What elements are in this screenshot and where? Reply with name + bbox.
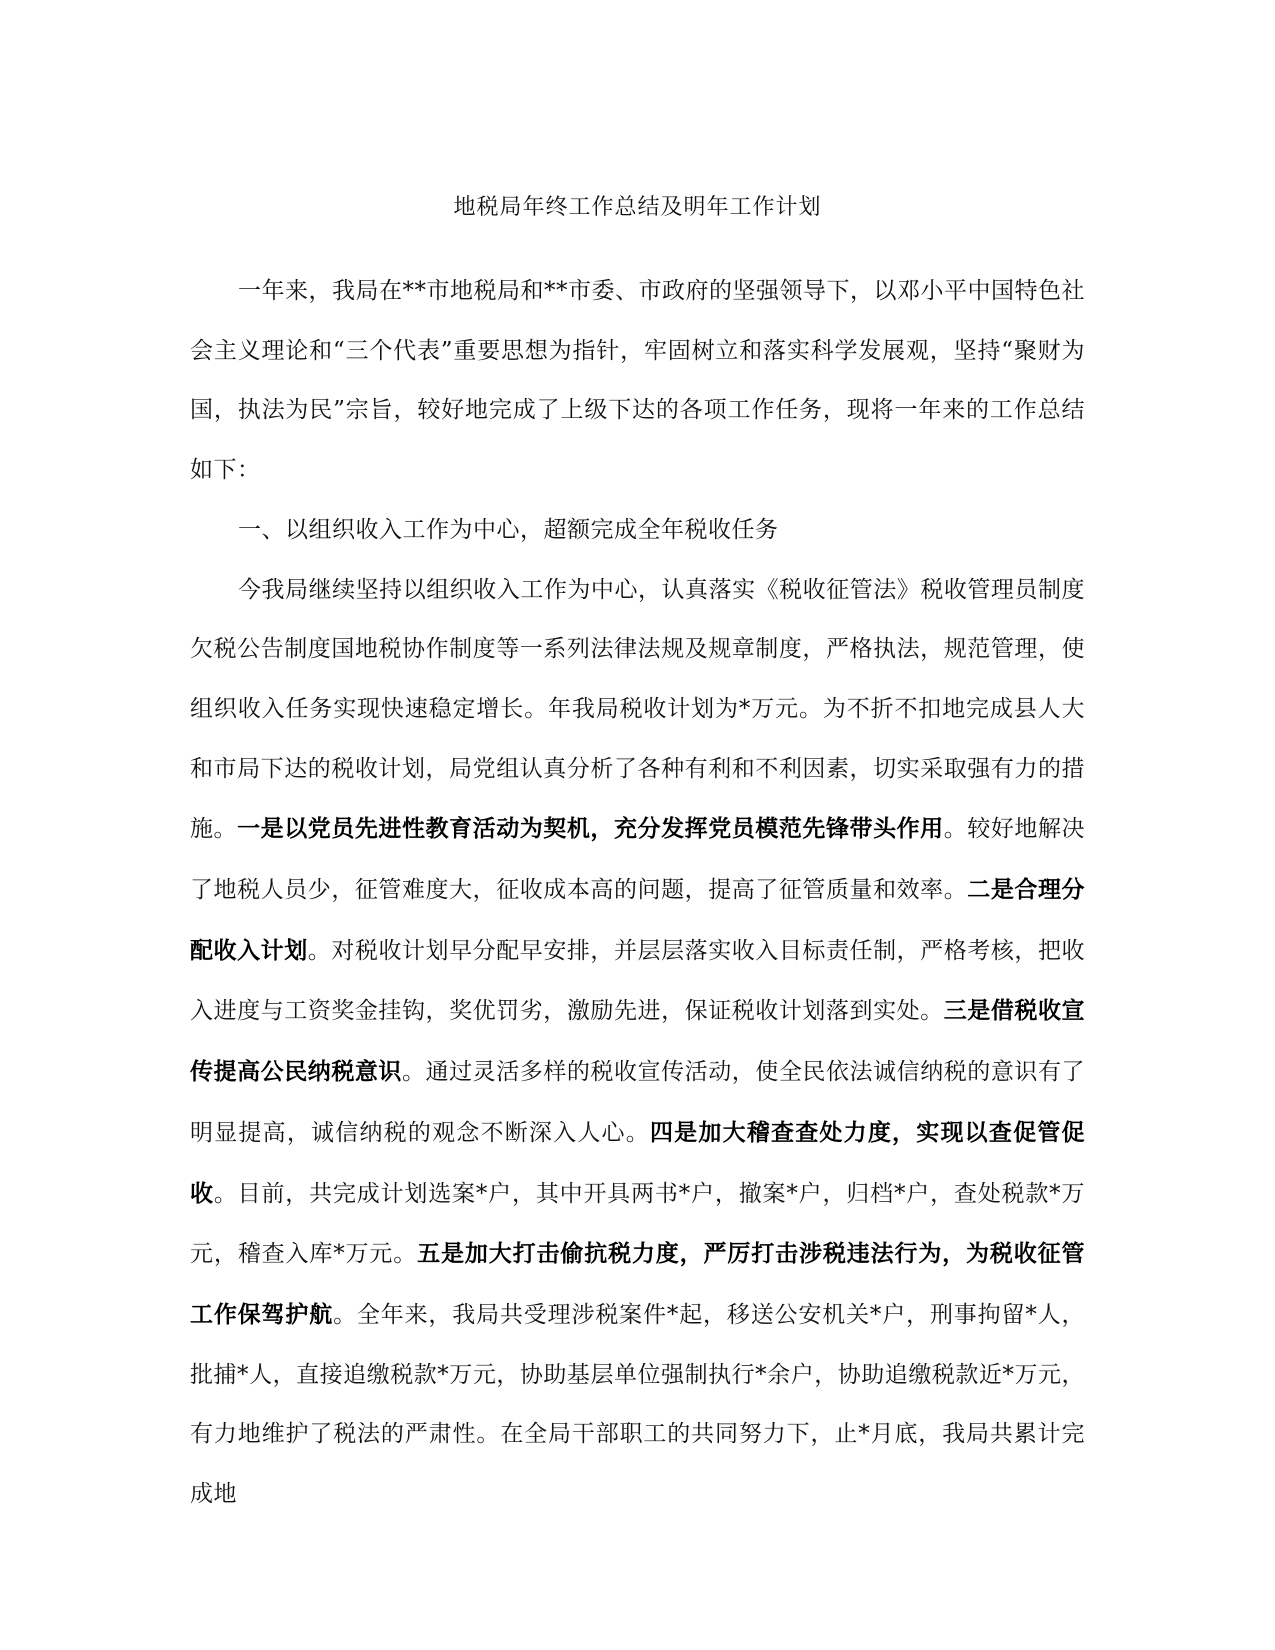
intro-paragraph: 一年来，我局在**市地税局和**市委、市政府的坚强领导下，以邓小平中国特色社会主义理论和“三个代表”重要思想为指针，牢固树立和落实科学发展观，坚持“聚财为国，执法为民”宗旨，较好地完成了上级下达的各项工作任务，现将一年来的工作总结如下： <box>190 278 1085 484</box>
bold-point-4: 四是加大稽查查处力度，实现以查促管促收 <box>190 1118 1086 1207</box>
paragraph-text: 。通过灵活多样的税收宣传活动，使全民依法诚信纳税的意识有了明显提高，诚信纳税的观念不断深入人心。 <box>190 1059 1086 1146</box>
document-title: 地税局年终工作总结及明年工作计划 <box>453 195 822 220</box>
bold-point-1: 一是以党员先进性教育活动为契机，充分发挥党员模范先锋带头作用 <box>237 815 944 843</box>
paragraph-text: 。对税收计划早分配早安排，并层层落实收入目标责任制，严格考核，把收入进度与工资奖金挂钩，奖优罚劣，激励先进，保证税收计划落到实处。 <box>190 937 1086 1025</box>
paragraph-text: 。目前，共完成计划选案*户，其中开具两书*户，撤案*户，归档*户，查处税款*万元，稽查入库*万元。 <box>190 1180 1086 1268</box>
paragraph-text: 。全年来，我局共受理涉税案件*起，移送公安机关*户，刑事拘留*人，批捕*人，直接追缴税款*万元，协助基层单位强制执行*余户，协助追缴税款近*万元，有力地维护了税法的严肃性。在全局干部职工的共同努力下，止*月底，我局共累计完成地 <box>190 1301 1086 1508</box>
paragraph-text: 。较好地解决了地税人员少，征管难度大，征收成本高的问题，提高了征管质量和效率。 <box>190 816 1086 904</box>
section-heading: 一、以组织收入工作为中心，超额完成全年税收任务 <box>238 516 779 543</box>
document-body <box>190 262 1085 1525</box>
body-paragraph <box>190 561 1085 1525</box>
bold-point-3: 三是借税收宣传提高公民纳税意识 <box>190 997 1086 1086</box>
bold-point-5: 五是加大打击偷抗税力度，严厉打击涉税违法行为，为税收征管工作保驾护航 <box>190 1240 1086 1328</box>
bold-point-2: 二是合理分配收入计划 <box>190 876 1086 964</box>
paragraph-text: 今我局继续坚持以组织收入工作为中心，认真落实《税收征管法》税收管理员制度欠税公告制度国地税协作制度等一系列法律法规及规章制度，严格执法，规范管理，使组织收入任务实现快速稳定增长。年我局税收计划为*万元。为不折不扣地完成县人大和市局下达的税收计划，局党组认真分析了各种有利和不利因素，切实采取强有力的措施。 <box>190 576 1085 843</box>
